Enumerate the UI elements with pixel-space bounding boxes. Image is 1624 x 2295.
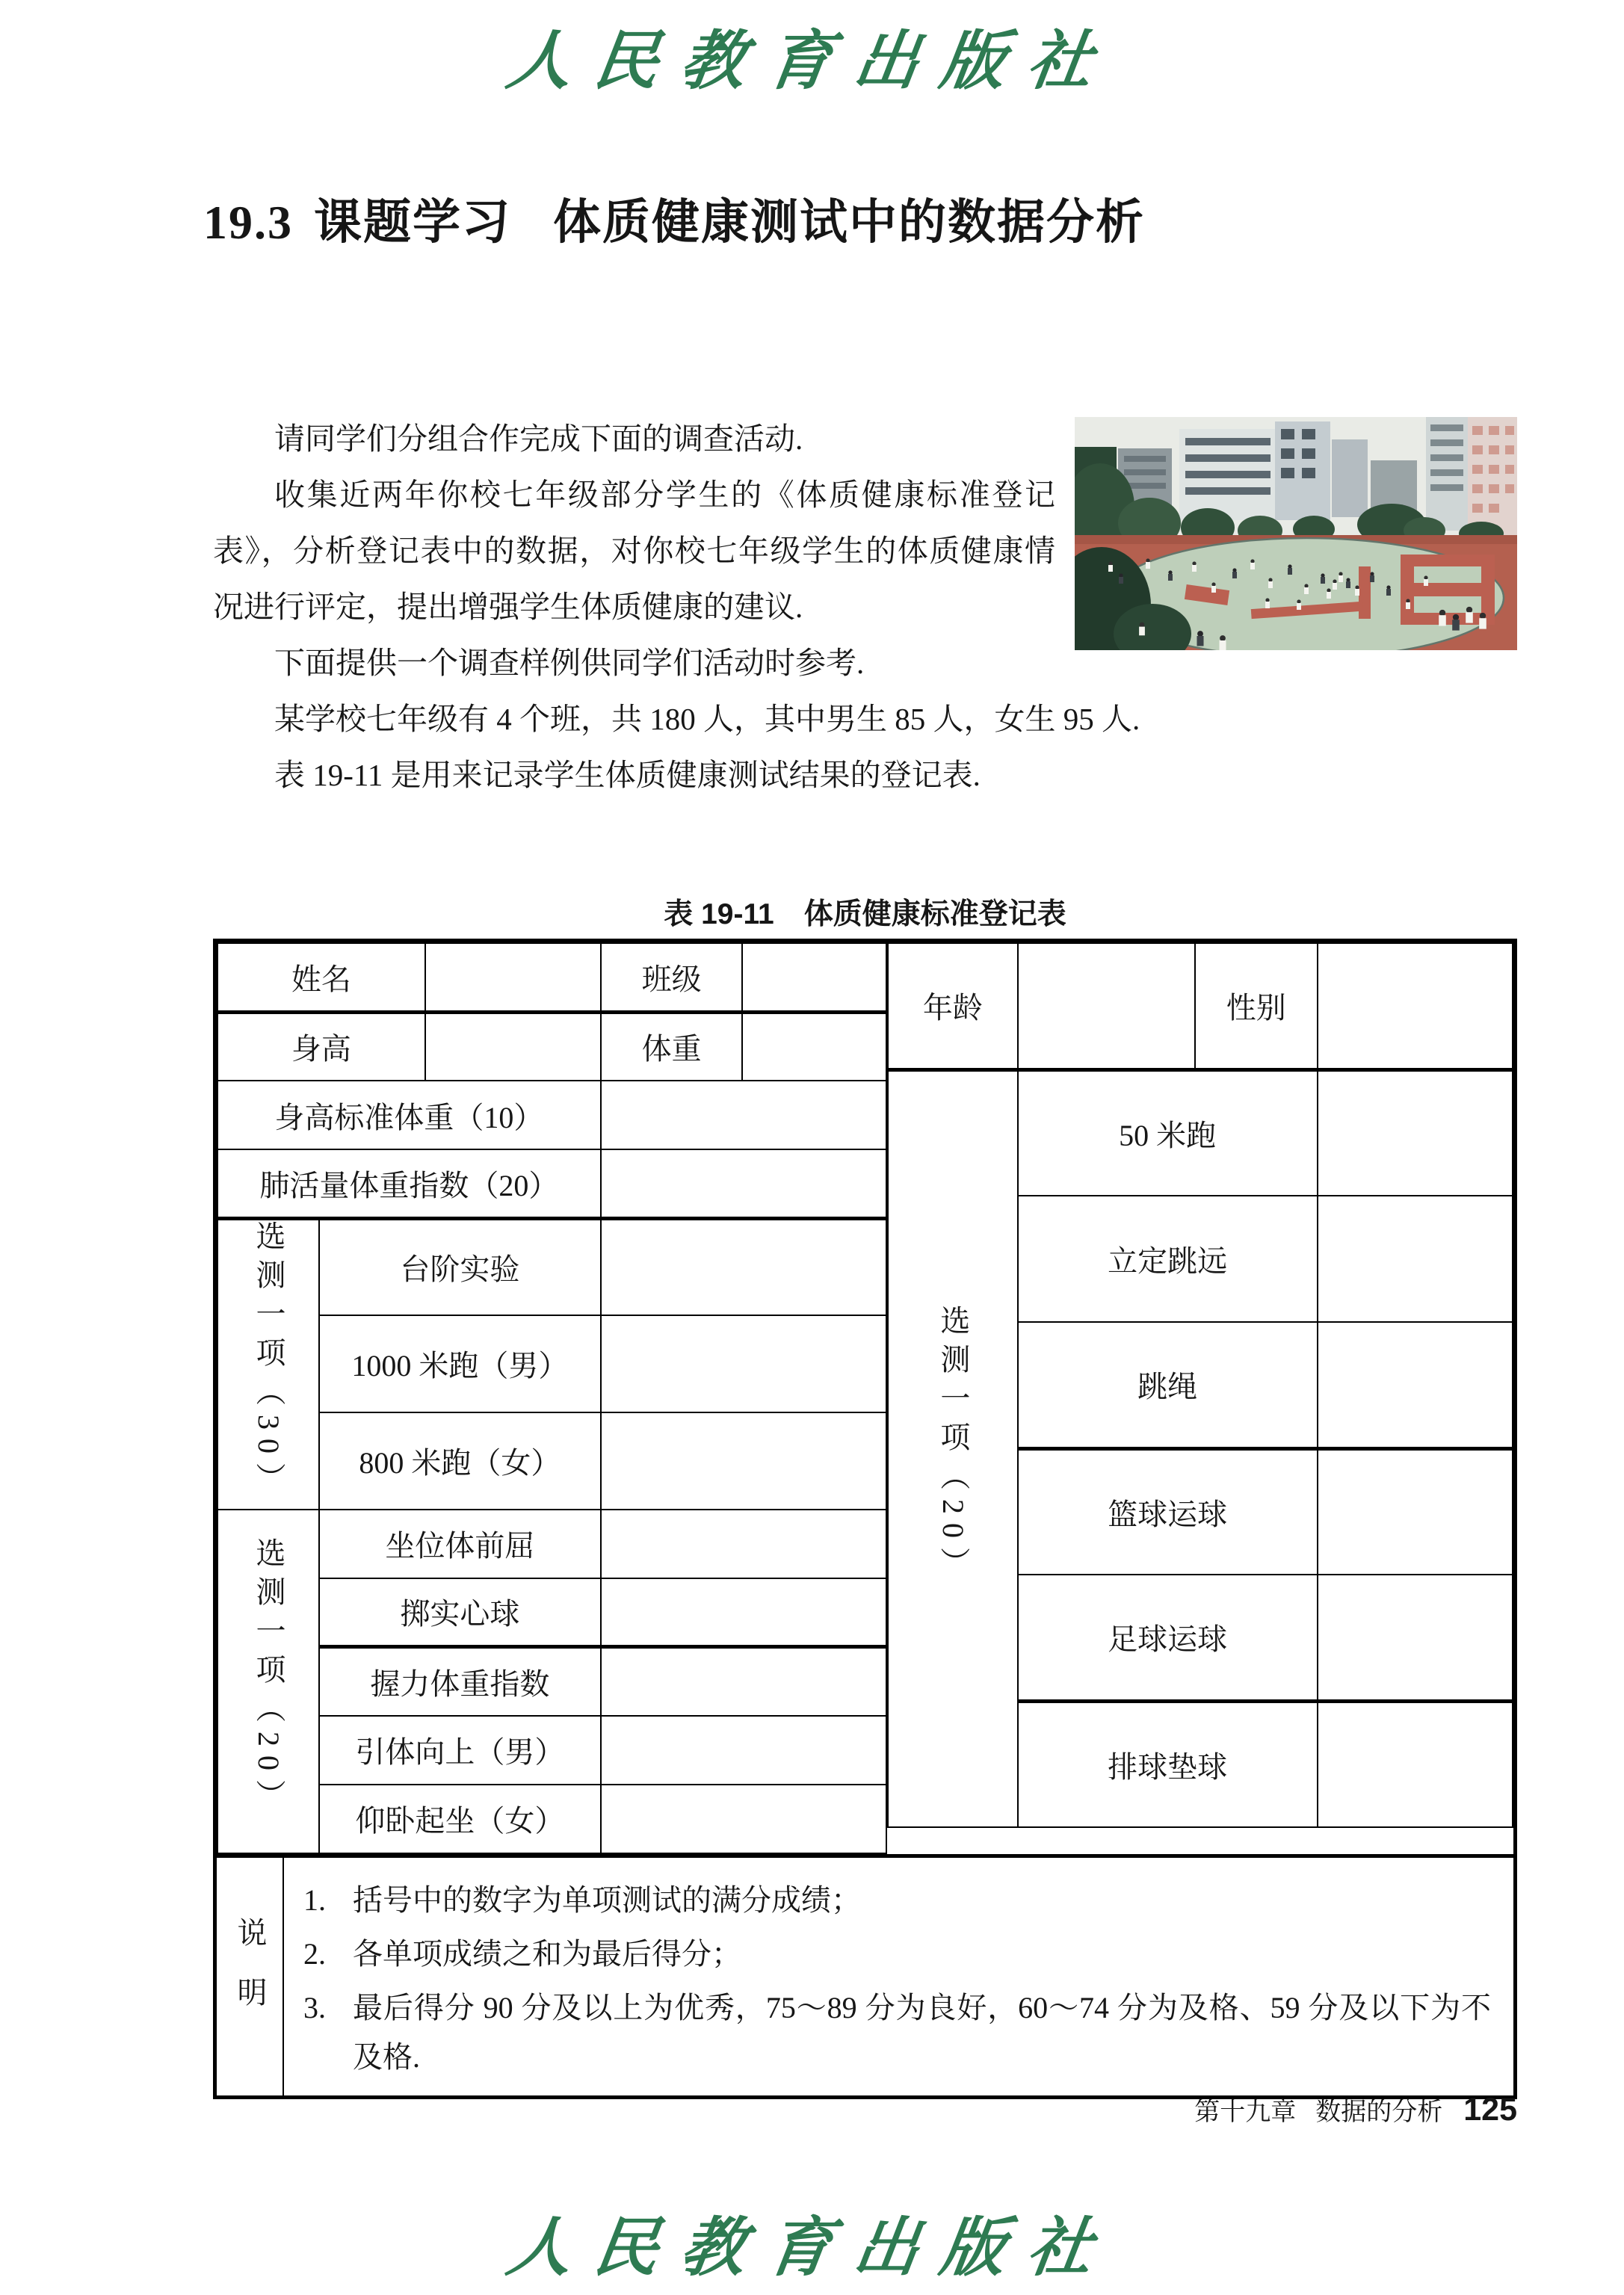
value-cell: [601, 1081, 886, 1149]
class-label: 班级: [601, 943, 743, 1012]
name-value-cell: [425, 943, 601, 1012]
paragraph-5: 表 19-11 是用来记录学生体质健康测试结果的登记表.: [274, 758, 981, 792]
run-50m-label: 50 米跑: [1018, 1069, 1318, 1196]
value-cell: [1318, 1322, 1513, 1448]
registration-table: [213, 939, 1517, 2099]
height-standard-weight-label: 身高标准体重（10）: [217, 1081, 601, 1149]
section-title-part2: 体质健康测试中的数据分析: [553, 196, 1145, 249]
note-item: 1. 括号中的数字为单项测试的满分成绩；: [303, 1882, 861, 1917]
chapter-title: 数据的分析: [1315, 2098, 1443, 2126]
paragraph-1: 请同学们分组合作完成下面的调查活动.: [274, 421, 803, 456]
section-title-part1: 课题学习: [314, 196, 511, 249]
value-cell: [601, 1716, 886, 1785]
volleyball-pass-label: 排球垫球: [1018, 1701, 1318, 1827]
value-cell: [1318, 1448, 1513, 1575]
playground-photo: [1075, 417, 1517, 650]
registration-table-main: [217, 942, 1513, 1854]
value-cell: [601, 1647, 886, 1716]
registration-table-left: [217, 942, 887, 1854]
height-value-cell: [425, 1012, 601, 1081]
publisher-logo-top: 人民教育出版社: [502, 23, 1120, 99]
height-label: 身高: [217, 1012, 425, 1081]
group-30-label: 选测一项（30）: [217, 1218, 319, 1510]
value-cell: [601, 1315, 886, 1412]
page-title: [203, 184, 1145, 253]
notes-row: [217, 1854, 1513, 2095]
value-cell: [1318, 1069, 1513, 1196]
weight-label: 体重: [601, 1012, 743, 1081]
table-caption-number: 表 19-11: [664, 898, 774, 930]
age-label: 年龄: [888, 943, 1018, 1069]
table-caption-title: 体质健康标准登记表: [803, 898, 1066, 930]
value-cell: [601, 1578, 886, 1647]
note-item: 2. 各单项成绩之和为最后得分；: [303, 1936, 741, 1971]
paragraph-4: 某学校七年级有 4 个班，共 180 人，其中男生 85 人，女生 95 人.: [274, 702, 1140, 736]
run-1000m-label: 1000 米跑（男）: [319, 1315, 601, 1412]
name-label: 姓名: [217, 943, 425, 1012]
value-cell: [1318, 1701, 1513, 1827]
value-cell: [601, 1149, 886, 1218]
sit-up-label: 仰卧起坐（女）: [319, 1785, 601, 1853]
page-footer: [1194, 2091, 1517, 2128]
class-value-cell: [742, 943, 886, 1012]
basketball-dribble-label: 篮球运球: [1018, 1448, 1318, 1575]
notes-label-cell: 说明: [217, 1858, 284, 2095]
medicine-ball-throw-label: 掷实心球: [319, 1578, 601, 1647]
paragraph-2: 收集近两年你校七年级部分学生的《体质健康标准登记表》，分析登记表中的数据，对你校七年级学生的体质健康情况进行评定，提出增强学生体质健康的建议.: [213, 478, 1055, 624]
value-cell: [1318, 1196, 1513, 1322]
group-20-left-label: 选测一项（20）: [217, 1510, 319, 1853]
grip-strength-index-label: 握力体重指数: [319, 1647, 601, 1716]
section-number: 19.3: [203, 196, 293, 249]
page-number: 125: [1463, 2092, 1517, 2128]
paragraph-3: 下面提供一个调查样例供同学们活动时参考.: [274, 646, 865, 680]
weight-value-cell: [742, 1012, 886, 1081]
pull-up-label: 引体向上（男）: [319, 1716, 601, 1785]
age-value-cell: [1018, 943, 1195, 1069]
chapter-label: 第十九章: [1194, 2098, 1297, 2126]
vital-capacity-index-label: 肺活量体重指数（20）: [217, 1149, 601, 1218]
gender-value-cell: [1318, 943, 1513, 1069]
value-cell: [601, 1218, 886, 1315]
value-cell: [601, 1785, 886, 1853]
body-text-block: [213, 411, 1517, 803]
note-item: 3. 最后得分 90 分及以上为优秀，75～89 分为良好，60～74 分为及格、59 分及以下为不及格.: [303, 1990, 1491, 2074]
football-dribble-label: 足球运球: [1018, 1575, 1318, 1701]
value-cell: [601, 1510, 886, 1578]
rope-skipping-label: 跳绳: [1018, 1322, 1318, 1448]
registration-table-right: [887, 942, 1513, 1828]
run-800m-label: 800 米跑（女）: [319, 1412, 601, 1510]
step-test-label: 台阶实验: [319, 1218, 601, 1315]
table-caption: [213, 891, 1517, 933]
standing-long-jump-label: 立定跳远: [1018, 1196, 1318, 1322]
notes-content: [284, 1858, 1513, 2095]
group-20-right-label: 选测一项（20）: [888, 1069, 1018, 1827]
sit-and-reach-label: 坐位体前屈: [319, 1510, 601, 1578]
value-cell: [1318, 1575, 1513, 1701]
value-cell: [601, 1412, 886, 1510]
gender-label: 性别: [1195, 943, 1318, 1069]
publisher-logo-bottom: 人民教育出版社: [502, 2210, 1120, 2285]
